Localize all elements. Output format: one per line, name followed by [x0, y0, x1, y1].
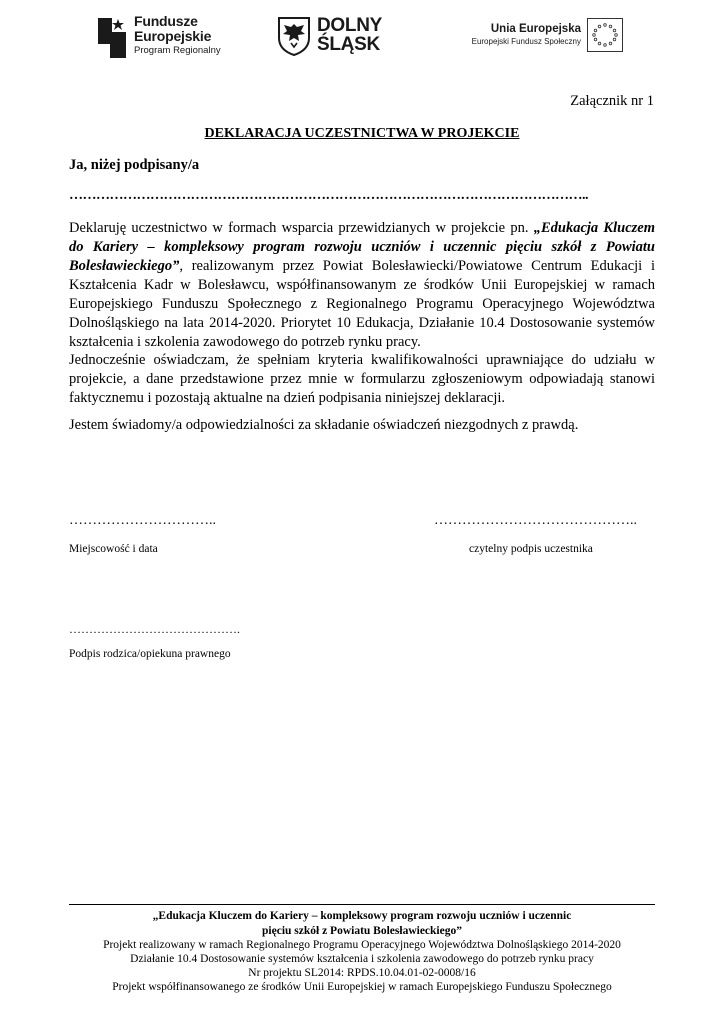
participant-signature-line: …………………………………….. [434, 513, 637, 528]
document-title: DEKLARACJA UCZESTNICTWA W PROJEKCIE [204, 126, 520, 141]
footer-program: Projekt realizowany w ramach Regionalnego Programu Operacyjnego Województwa Dolnośląskiego 2014-2020 [103, 939, 621, 951]
footer-project-title-2: pięciu szkół z Powiatu Bolesławieckiego” [262, 925, 462, 937]
declaration-text-start: Deklaruję uczestnictwo w formach wsparcia przewidzianych w projekcie pn. [69, 220, 534, 236]
guardian-signature-line: ……………………………………. [69, 622, 240, 636]
dolny-slask-logo [277, 14, 397, 60]
fundusze-europejskie-logo [96, 14, 236, 60]
footer-measure: Działanie 10.4 Dostosowanie systemów kształcenia i szkolenia zawodowego do potrzeb rynku pracy [130, 953, 594, 965]
logo-fe-line2: Europejskie [134, 28, 212, 44]
annex-number: Załącznik nr 1 [570, 93, 654, 109]
logo-ds-line2: ŚLĄSK [317, 34, 380, 55]
logo-ue-line1: Unia Europejska [490, 23, 581, 35]
eu-flag [587, 18, 623, 52]
place-date-line: ………………………….. [69, 513, 216, 528]
place-date-label: Miejscowość i data [69, 543, 158, 555]
footer-divider [69, 904, 655, 905]
eu-flag-icon [588, 19, 622, 51]
project-name: „Edukacja Kluczem do Kariery – kompleksowy program rozwoju uczniów i uczennic pięciu szkół z Powiatu Bolesławieckiego” [69, 220, 655, 274]
logo-ue-line2: Europejski Fundusz Społeczny [471, 37, 581, 46]
eligibility-paragraph: Jednocześnie oświadczam, że spełniam kryteria kwalifikowalności uprawniające do udziału w projekcie, a dane przedstawione przez mnie w formularzu zgłoszeniowym odpowiadają stanowi faktycznemu i pozostają aktualne na dzień podpisania niniejszej deklaracji. [69, 352, 655, 406]
name-fill-line: …………………………………………………………………………………………………….. [69, 188, 588, 203]
intro-label: Ja, niżej podpisany/a [69, 157, 200, 173]
footer-project-number: Nr projektu SL2014: RPDS.10.04.01-02-0008/16 [248, 967, 476, 979]
logo-ds-line1: DOLNY [317, 15, 383, 36]
logo-fe-line1: Fundusze [134, 13, 198, 29]
logo-fe-line3: Program Regionalny [134, 45, 221, 56]
participant-signature-label: czytelny podpis uczestnika [469, 543, 593, 555]
footer-cofinancing: Projekt współfinansowanego ze środków Unii Europejskiej w ramach Europejskiego Funduszu Społecznego [112, 981, 612, 993]
declaration-paragraph [69, 219, 655, 352]
dolny-slask-eagle-icon [277, 16, 311, 56]
declaration-text-end: , realizowanym przez Powiat Bolesławiecki/Powiatowe Centrum Edukacji i Kształcenia Kadr w Bolesławcu, współfinansowanym ze środków Unii Europejskiej w ramach Europejskiego Funduszu Społecznego z Regionalnego Programu Operacyjnego Województwa Dolnośląskiego na lata 2014-2020. Priorytet 10 Edukacja, Działanie 10.4 Dostosowanie systemów kształcenia i szkolenia zawodowego do potrzeb rynku pracy. [69, 258, 655, 350]
fundusze-europejskie-logo-icon [96, 14, 130, 60]
unia-europejska-logo [457, 16, 627, 56]
guardian-signature-label: Podpis rodzica/opiekuna prawnego [69, 648, 231, 660]
responsibility-paragraph: Jestem świadomy/a odpowiedzialności za składanie oświadczeń niezgodnych z prawdą. [69, 417, 579, 433]
footer-project-title-1: „Edukacja Kluczem do Kariery – kompleksowy program rozwoju uczniów i uczennic [152, 910, 572, 922]
